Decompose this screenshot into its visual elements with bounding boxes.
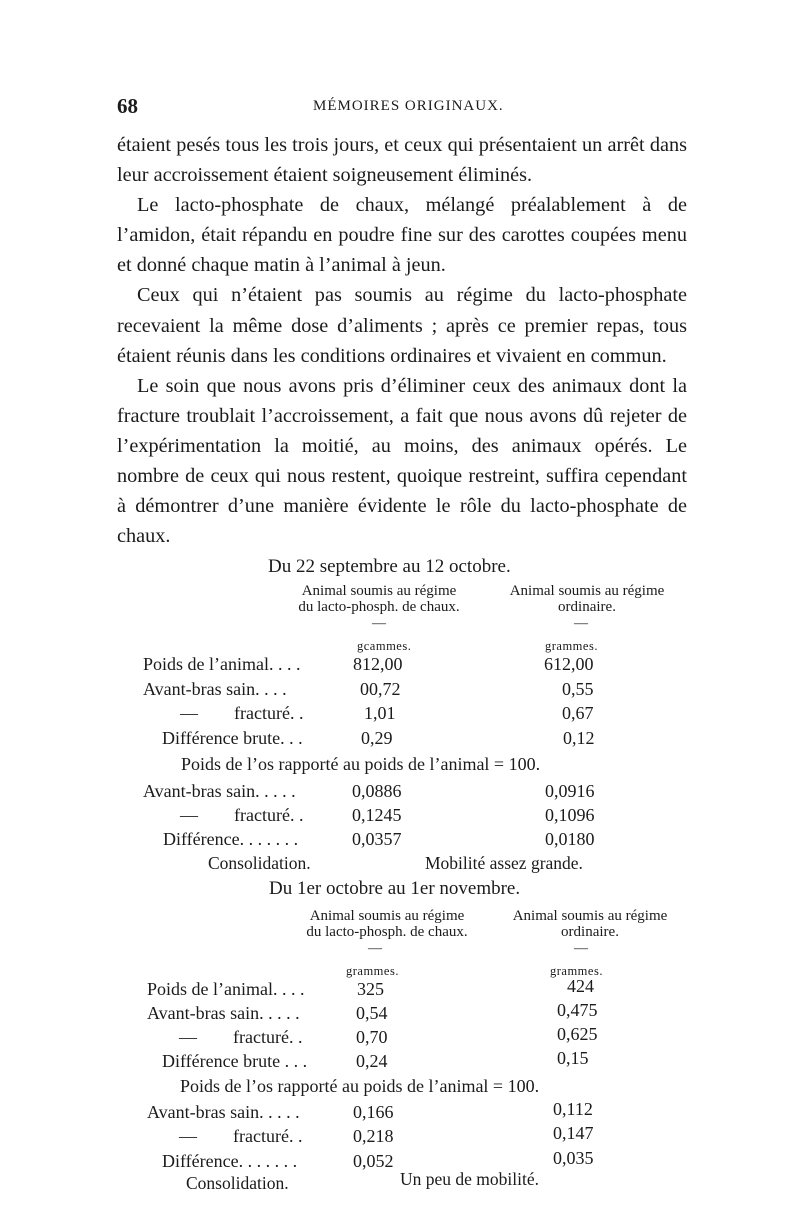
row-label: Différence. . . . . . .	[163, 829, 299, 849]
value-cell: 612,00	[544, 654, 594, 674]
column-header-line: ordinaire.	[561, 924, 619, 940]
value-cell: 0,475	[557, 1000, 598, 1020]
value-cell: 0,24	[356, 1051, 388, 1071]
value-cell: 0,625	[557, 1024, 598, 1044]
value-cell: 00,72	[360, 679, 401, 699]
page-number: 68	[117, 94, 138, 118]
row-label: — fracturé. .	[179, 1126, 303, 1146]
column-header-line: du lacto-phosph. de chaux.	[306, 924, 468, 940]
value-cell: 0,29	[361, 728, 393, 748]
value-cell: 0,052	[353, 1151, 394, 1171]
value-cell: 1,01	[364, 703, 396, 723]
running-title: MÉMOIRES ORIGINAUX.	[313, 98, 504, 114]
column-dash: —	[574, 941, 588, 956]
column-header-line: Animal soumis au régime	[512, 908, 668, 924]
row-label: — fracturé. .	[180, 703, 304, 723]
value-cell: 0,70	[356, 1027, 388, 1047]
consolidation-note: Consolidation.	[186, 1173, 289, 1193]
value-cell: 0,54	[356, 1003, 388, 1023]
value-cell: 0,0886	[352, 781, 402, 801]
paragraph: Le lacto-phosphate de chaux, mélangé préalablement à de l’amidon, était répandu en poudre fine sur des carottes coupées menu et donné chaque matin à l’animal à jeun.	[117, 194, 687, 277]
row-label: Avant-bras sain. . . .	[143, 679, 287, 699]
value-cell: 0,147	[553, 1123, 594, 1143]
row-label: Différence. . . . . . .	[162, 1151, 298, 1171]
value-cell: 0,218	[353, 1126, 394, 1146]
column-header-ordinary	[490, 908, 690, 940]
column-header-line: Animal soumis au régime	[509, 583, 665, 599]
value-cell: 0,55	[562, 679, 594, 699]
row-label: — fracturé. .	[180, 805, 304, 825]
value-cell: 0,035	[553, 1148, 594, 1168]
value-cell: 424	[567, 976, 594, 996]
mobility-note: Mobilité assez grande.	[425, 853, 583, 873]
column-dash: —	[574, 616, 588, 631]
row-label: Différence brute. . .	[162, 728, 303, 748]
row-label: Avant-bras sain. . . . .	[147, 1102, 300, 1122]
row-label: Avant-bras sain. . . . .	[143, 781, 296, 801]
value-cell: 0,0357	[352, 829, 402, 849]
paragraph: étaient pesés tous les trois jours, et ceux qui présentaient un arrêt dans leur accroissement étaient soigneusement éliminés.	[117, 134, 687, 187]
value-cell: 0,12	[563, 728, 595, 748]
consolidation-note: Consolidation.	[208, 853, 311, 873]
value-cell: 0,15	[557, 1048, 589, 1068]
ratio-note: Poids de l’os rapporté au poids de l’animal = 100.	[180, 1076, 540, 1096]
page-header	[117, 94, 687, 122]
units-label: grammes.	[545, 639, 598, 653]
body-text	[117, 130, 687, 551]
row-label: Différence brute . . .	[162, 1051, 308, 1071]
mobility-note: Un peu de mobilité.	[400, 1169, 540, 1189]
column-header-line: Animal soumis au régime	[309, 908, 465, 924]
table-title: Du 1er octobre au 1er novembre.	[269, 878, 521, 899]
units-label: grammes.	[550, 964, 603, 978]
value-cell: 0,1245	[352, 805, 402, 825]
paragraph: Le soin que nous avons pris d’éliminer ceux des animaux dont la fracture troublait l’accroissement, a fait que nous avons dû rejeter de l’expérimentation la moitié, au moins, des animaux opérés. Le nombre de ceux qui nous restent, quoique restreint, suffira cependant à démontrer d’une manière évidente le rôle du lacto-phosphate de chaux.	[117, 374, 687, 548]
column-header-line: du lacto-phosph. de chaux.	[298, 599, 460, 615]
value-cell: 0,67	[562, 703, 594, 723]
value-cell: 0,0180	[545, 829, 595, 849]
column-dash: —	[372, 616, 386, 631]
paragraph: Ceux qui n’étaient pas soumis au régime du lacto-phosphate recevaient la même dose d’aliments ; après ce premier repas, tous étaient réunis dans les conditions ordinaires et vivaient en commun.	[117, 284, 687, 367]
column-header-lacto	[270, 583, 488, 615]
units-label: grammes.	[346, 964, 399, 978]
ratio-note: Poids de l’os rapporté au poids de l’animal = 100.	[181, 754, 541, 774]
table-title: Du 22 septembre au 12 octobre.	[268, 556, 511, 577]
value-cell: 0,166	[353, 1102, 394, 1122]
row-label: — fracturé. .	[179, 1027, 303, 1047]
value-cell: 0,112	[553, 1099, 593, 1119]
units-label: gcammes.	[357, 639, 412, 653]
row-label: Poids de l’animal. . . .	[147, 979, 305, 999]
row-label: Avant-bras sain. . . . .	[147, 1003, 300, 1023]
row-label: Poids de l’animal. . . .	[143, 654, 301, 674]
column-header-lacto	[278, 908, 496, 940]
value-cell: 0,1096	[545, 805, 595, 825]
column-header-ordinary	[487, 583, 687, 615]
value-cell: 0,0916	[545, 781, 595, 801]
column-header-line: ordinaire.	[558, 599, 616, 615]
column-dash: —	[368, 941, 382, 956]
value-cell: 812,00	[353, 654, 403, 674]
value-cell: 325	[357, 979, 384, 999]
column-header-line: Animal soumis au régime	[301, 583, 457, 599]
